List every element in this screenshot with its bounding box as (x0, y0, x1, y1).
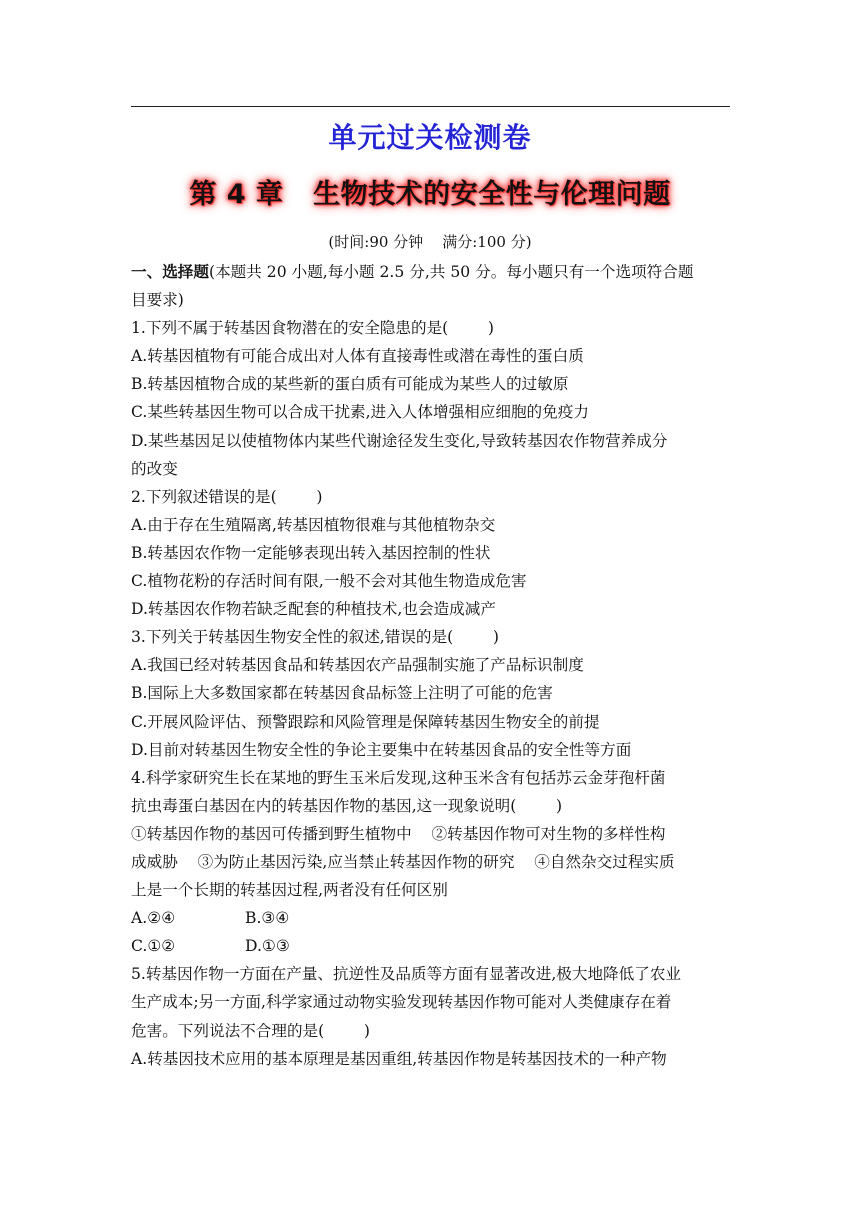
question-2-option-b: B.转基因农作物一定能够表现出转入基因控制的性状 (131, 543, 491, 562)
question-4-option-row (131, 904, 731, 932)
question-2-stem: 2.下列叙述错误的是( ) (131, 487, 323, 506)
header-rule (131, 106, 730, 107)
question-3-option-a: A.我国已经对转基因食品和转基因农产品强制实施了产品标识制度 (131, 656, 584, 675)
section-label: 一、选择题 (131, 263, 209, 281)
section-description-cont: 目要求) (131, 291, 184, 310)
question-body (131, 258, 731, 1073)
question-3-option-b: B.国际上大多数国家都在转基因食品标签上注明了可能的危害 (131, 684, 553, 703)
question-1-option-d: D.某些基因足以使植物体内某些代谢途径发生变化,导致转基因农作物营养成分 (131, 431, 668, 450)
question-4-statements-cont: 成威胁 ③为防止基因污染,应当禁止转基因作物的研究 ④自然杂交过程实质 (131, 852, 675, 871)
question-1-option-c: C.某些转基因生物可以合成干扰素,进入人体增强相应细胞的免疫力 (131, 403, 589, 422)
question-3-option-c: C.开展风险评估、预警跟踪和风险管理是保障转基因生物安全的前提 (131, 712, 600, 731)
exam-meta: (时间:90 分钟 满分:100 分) (328, 233, 532, 251)
question-3-stem: 3.下列关于转基因生物安全性的叙述,错误的是( ) (131, 628, 499, 647)
question-4-statements: ①转基因作物的基因可传播到野生植物中 ②转基因作物可对生物的多样性构 (131, 824, 666, 843)
question-5-option-a: A.转基因技术应用的基本原理是基因重组,转基因作物是转基因技术的一种产物 (131, 1049, 667, 1068)
question-4-option-a: A.②④ (131, 909, 176, 928)
question-1-option-a: A.转基因植物有可能合成出对人体有直接毒性或潜在毒性的蛋白质 (131, 347, 584, 366)
question-4-stem-cont: 抗虫毒蛋白基因在内的转基因作物的基因,这一现象说明( ) (131, 796, 563, 815)
question-5-stem-cont: 生产成本;另一方面,科学家通过动物实验发现转基因作物可能对人类健康存在着 (131, 993, 672, 1012)
question-4-option-row (131, 932, 731, 960)
question-4-stem: 4.科学家研究生长在某地的野生玉米后发现,这种玉米含有包括苏云金芽孢杆菌 (131, 768, 666, 787)
question-1-option-b: B.转基因植物合成的某些新的蛋白质有可能成为某些人的过敏原 (131, 375, 569, 394)
question-5-stem: 5.转基因作物一方面在产量、抗逆性及品质等方面有显著改进,极大地降低了农业 (131, 965, 682, 984)
question-1-option-d-cont: 的改变 (131, 459, 178, 478)
main-title: 单元过关检测卷 (328, 121, 532, 154)
section-heading (131, 258, 731, 286)
question-2-option-c: C.植物花粉的存活时间有限,一般不会对其他生物造成危害 (131, 572, 527, 591)
question-1-stem: 1.下列不属于转基因食物潜在的安全隐患的是( ) (131, 319, 494, 338)
question-4-option-b: B.③④ (245, 909, 290, 928)
chapter-title: 第 4 章 生物技术的安全性与伦理问题 (189, 179, 671, 210)
question-4-option-c: C.①② (131, 937, 176, 956)
question-2-option-d: D.转基因农作物若缺乏配套的种植技术,也会造成减产 (131, 600, 496, 619)
question-4-statements-end: 上是一个长期的转基因过程,两者没有任何区别 (131, 881, 448, 900)
section-description: (本题共 20 小题,每小题 2.5 分,共 50 分。每小题只有一个选项符合题 (208, 263, 694, 281)
question-5-stem-end: 危害。下列说法不合理的是( ) (131, 1021, 370, 1040)
question-3-option-d: D.目前对转基因生物安全性的争论主要集中在转基因食品的安全性等方面 (131, 740, 632, 759)
question-4-option-d: D.①③ (245, 937, 290, 956)
question-2-option-a: A.由于存在生殖隔离,转基因植物很难与其他植物杂交 (131, 515, 496, 534)
